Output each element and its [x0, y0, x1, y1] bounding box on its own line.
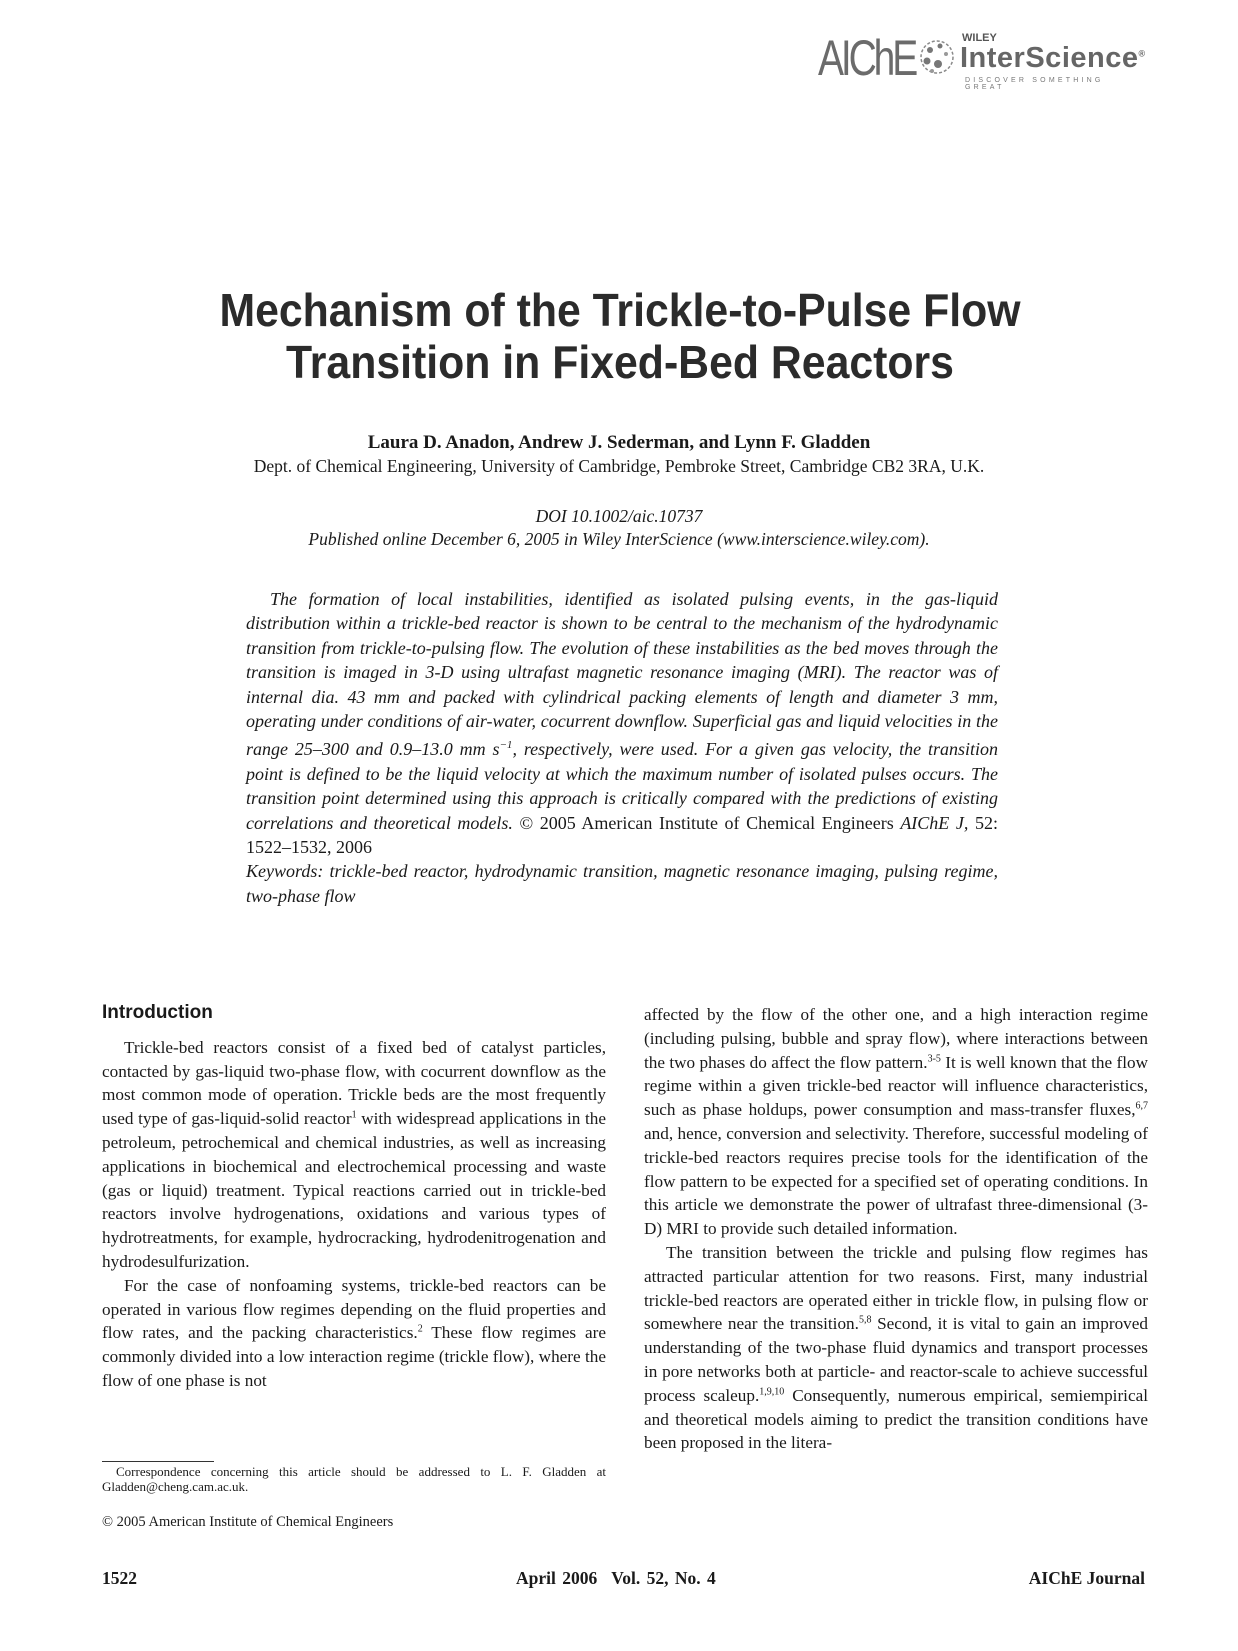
- article-title: [136, 284, 1103, 388]
- correspondence-footnote: Correspondence concerning this article should be addressed to L. F. Gladden at Gladden@cheng.cam.ac.uk.: [102, 1464, 606, 1494]
- publisher-logo: [818, 28, 1148, 90]
- abstract: [246, 587, 998, 908]
- footnote-divider: [102, 1461, 214, 1462]
- journal-name: AIChE Journal: [1028, 1568, 1145, 1588]
- title-line-2: Transition in Fixed-Bed Reactors: [285, 336, 954, 388]
- left-column: [102, 1001, 606, 1393]
- paragraph: affected by the flow of the other one, and a high interaction regime (including pulsing, bubble and spray flow), where interactions between the two phases do affect the flow pattern.$^{3-5}$ It is well known that the flow regime within a given trickle-bed reactor will influence characteristics, such as phase holdups, power consumption and mass-transfer fluxes,$^{6,7}$ and, hence, conversion and selectivity. Therefore, successful modeling of trickle-bed reactors requires precise tools for the identification of the flow pattern to be expected for a specified set of operating conditions. In this article we demonstrate the power of ultrafast three-dimensional (3-D) MRI to provide such detailed information.: [644, 1005, 1148, 1239]
- globe-icon: [916, 34, 958, 80]
- authors: Laura D. Anadon, Andrew J. Sederman, and Lynn F. Gladden: [367, 432, 871, 453]
- interscience-logo-text: InterScience®: [960, 42, 1146, 74]
- wiley-logo-text: WILEY: [962, 32, 997, 44]
- aiche-logo-text: AIChE: [818, 30, 916, 86]
- keywords: Keywords: trickle-bed reactor, hydrodynamic transition, magnetic resonance imaging, pulsing regime, two-phase flow: [246, 861, 998, 906]
- publication-note: Published online December 6, 2005 in Wiley InterScience (www.interscience.wiley.com).: [308, 529, 930, 549]
- paragraph: For the case of nonfoaming systems, trickle-bed reactors can be operated in various flow regimes depending on the fluid properties and flow rates, and the packing characteristics.$^2$ These flow regimes are commonly divided into a low interaction regime (trickle flow), where the flow of one phase is not: [102, 1275, 607, 1390]
- copyright-notice: © 2005 American Institute of Chemical Engineers: [102, 1514, 394, 1530]
- issue-info: April 2006 Vol. 52, No. 4: [516, 1568, 716, 1588]
- title-line-1: Mechanism of the Trickle-to-Pulse Flow: [219, 284, 1021, 336]
- paragraph: The transition between the trickle and pulsing flow regimes has attracted particular attention for two reasons. First, many industrial trickle-bed reactors are operated either in trickle flow, in pulsing flow or somewhere near the transition.$^{5,8}$ Second, it is vital to gain an improved understanding of the two-phase fluid dynamics and transport processes in pore networks both at particle- and reactor-scale to achieve successful process scaleup.$^{1,9,10}$ Consequently, numerous empirical, semiempirical and theoretical models aiming to predict the transition conditions have been proposed in the litera-: [644, 1242, 1148, 1453]
- affiliation: Dept. of Chemical Engineering, University of Cambridge, Pembroke Street, Cambridge CB2 3RA, U.K.: [253, 456, 985, 476]
- right-column: [644, 1003, 1148, 1455]
- page-number: 1522: [102, 1568, 137, 1588]
- logo-tagline: DISCOVER SOMETHING GREAT: [965, 77, 1104, 91]
- doi: DOI 10.1002/aic.10737: [535, 506, 703, 526]
- section-heading: Introduction: [102, 1002, 213, 1023]
- paragraph: Trickle-bed reactors consist of a fixed bed of catalyst particles, contacted by gas-liquid two-phase flow, with cocurrent downflow as the most common mode of operation. Trickle beds are the most frequently used type of gas-liquid-solid reactor$^1$ with widespread applications in the petroleum, petrochemical and chemical industries, as well as increasing applications in biochemical and electrochemical processing and waste (gas or liquid) treatment. Typical reactions carried out in trickle-bed reactors involve hydrogenations, oxidations and various types of hydrotreatments, for example, hydrocracking, hydrodenitrogenation and hydrodesulfurization.: [102, 1037, 606, 1271]
- abstract-body: The formation of local instabilities, identified as isolated pulsing events, in the gas-liquid distribution within a trickle-bed reactor is shown to be central to the mechanism of the hydrodynamic transition from trickle-to-pulsing flow. The evolution of these instabilities as the bed moves through the transition is imaged in 3-D using ultrafast magnetic resonance imaging (MRI). The reactor was of internal dia. 43 mm and packed with cylindrical packing elements of length and diameter 3 mm, operating under conditions of air-water, cocurrent downflow. Superficial gas and liquid velocities in the range 25–300 and 0.9–13.0 mm $s^{-1}$, respectively, were used. For a given gas velocity, the transition point is defined to be the liquid velocity at which the maximum number of isolated pulses occurs. The transition point determined using this approach is critically compared with the predictions of existing correlations and theoretical models. © 2005 American Institute of Chemical Engineers AIChE J, 52: 1522–1532, 2006: [246, 589, 998, 858]
